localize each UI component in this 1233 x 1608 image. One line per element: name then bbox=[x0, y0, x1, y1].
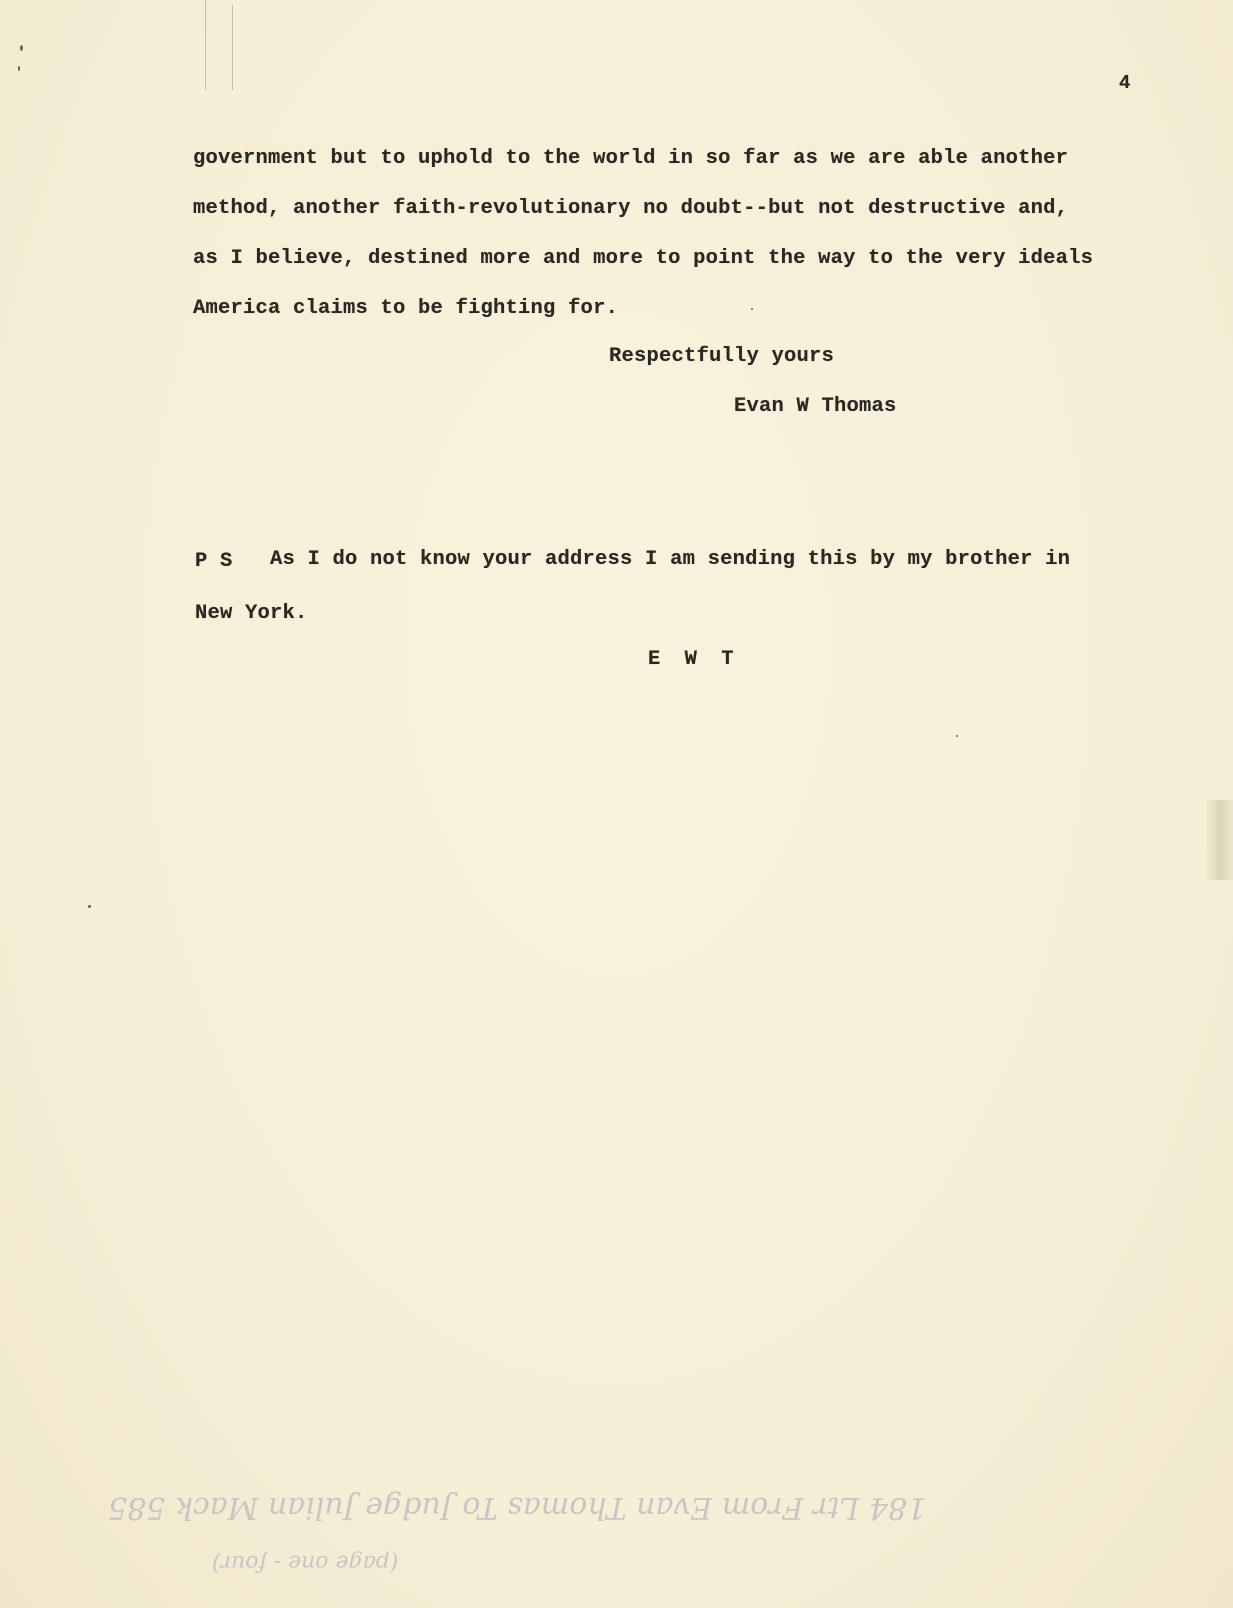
postscript-label: P S bbox=[195, 550, 233, 573]
paper-scratch bbox=[232, 5, 233, 90]
postscript-line: As I do not know your address I am sending this by my brother in bbox=[270, 548, 1071, 571]
paper-speck bbox=[18, 66, 20, 71]
paper-speck bbox=[751, 308, 753, 310]
body-line: government but to uphold to the world in so far as we are able another bbox=[193, 147, 1069, 170]
body-line: America claims to be fighting for. bbox=[193, 297, 619, 320]
paper-speck bbox=[88, 905, 91, 908]
closing: Respectfully yours bbox=[609, 345, 835, 368]
postscript-initials: E W T bbox=[648, 648, 740, 671]
archive-note: 184 Ltr From Evan Thomas To Judge Julian Mack 585 bbox=[108, 1490, 927, 1525]
paper-scratch bbox=[205, 0, 206, 90]
page-number: 4 bbox=[1119, 72, 1131, 94]
body-line: as I believe, destined more and more to point the way to the very ideals bbox=[193, 247, 1094, 270]
paper-edge-mark bbox=[1205, 800, 1233, 880]
paper-speck bbox=[20, 45, 23, 51]
archive-note: (page one - four) bbox=[212, 1550, 399, 1575]
paper-speck bbox=[956, 735, 958, 737]
body-line: method, another faith-revolutionary no doubt--but not destructive and, bbox=[193, 197, 1069, 220]
signature: Evan W Thomas bbox=[734, 395, 897, 418]
postscript-line: New York. bbox=[195, 602, 308, 625]
